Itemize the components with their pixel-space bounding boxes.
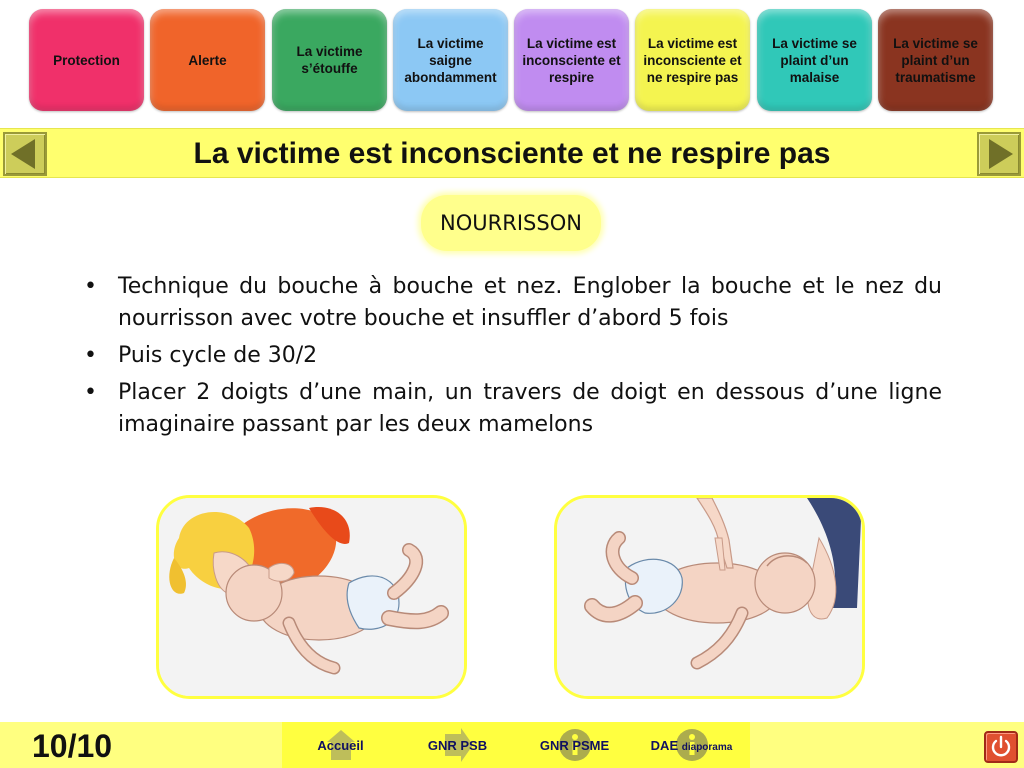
chest-compression-illustration <box>557 498 862 696</box>
nav-gnr-psb-button[interactable] <box>399 722 516 768</box>
illustration-rescue-breathing <box>156 495 467 699</box>
page-number: 10/10 <box>32 728 113 764</box>
list-item: • Puis cycle de 30/2 <box>80 340 942 372</box>
power-icon <box>986 733 1016 761</box>
nav-dae-label <box>651 738 733 753</box>
title-banner <box>0 128 1024 178</box>
quit-button[interactable] <box>984 731 1018 763</box>
tab-traumatisme[interactable] <box>878 9 993 111</box>
nav-gnr-psme-button[interactable] <box>516 722 633 768</box>
tab-label: La victime se plaint d’un traumatisme <box>893 35 978 85</box>
previous-slide-button[interactable] <box>3 132 47 176</box>
nav-gnr-psme-label: GNR PSME <box>539 737 610 753</box>
page-title: La victime est inconsciente et ne respire pas <box>193 137 831 170</box>
nav-accueil-label: Accueil <box>317 737 364 753</box>
nav-dae-text: DAE <box>650 737 679 753</box>
tab-label: Alerte <box>188 52 227 68</box>
tab-malaise[interactable] <box>757 9 872 111</box>
tab-victime-etouffe[interactable] <box>272 9 387 111</box>
tab-label: La victime se plaint d’un malaise <box>772 35 857 85</box>
arrow-right-icon <box>979 134 1019 174</box>
nav-dae-button[interactable] <box>633 722 750 768</box>
tab-protection[interactable] <box>29 9 144 111</box>
nav-gnr-psb-label: GNR PSB <box>427 737 488 753</box>
next-slide-button[interactable] <box>977 132 1021 176</box>
tab-inconsciente-ne-respire-pas[interactable] <box>635 9 750 111</box>
tab-victime-saigne[interactable] <box>393 9 508 111</box>
tab-label: Protection <box>53 52 120 68</box>
tab-label: La victime saigne abondamment <box>404 35 497 85</box>
tab-label: La victime s’étouffe <box>296 44 363 76</box>
list-item: • Technique du bouche à bouche et nez. Englober la bouche et le nez du nourrisson avec votre bouche et insuffler d’abord 5 fois <box>80 271 942 335</box>
tab-alerte[interactable] <box>150 9 265 111</box>
tab-label: La victime est inconsciente et ne respire pas <box>643 35 742 85</box>
instruction-list <box>80 271 942 446</box>
arrow-left-icon <box>5 134 45 174</box>
nav-accueil-button[interactable] <box>282 722 399 768</box>
illustration-chest-compression <box>554 495 865 699</box>
list-item: • Placer 2 doigts d’une main, un travers de doigt en dessous d’une ligne imaginaire passant par les deux mamelons <box>80 377 942 441</box>
tab-label: La victime est inconsciente et respire <box>522 35 621 85</box>
footer-navigation <box>282 722 750 768</box>
tab-inconsciente-respire[interactable] <box>514 9 629 111</box>
chapter-tabs <box>29 9 993 111</box>
rescue-breathing-illustration <box>159 498 464 696</box>
section-subtitle: NOURRISSON <box>421 195 601 251</box>
nav-dae-sub: diaporama <box>681 741 733 753</box>
